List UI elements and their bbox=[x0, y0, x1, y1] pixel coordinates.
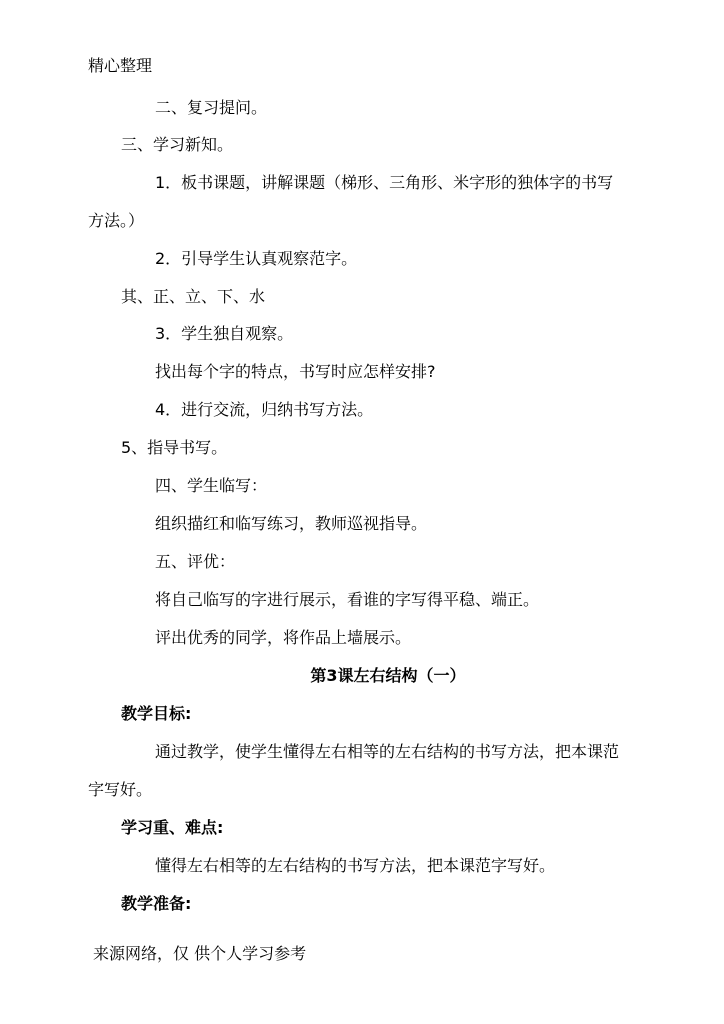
step-3: 3．学生独自观察。 bbox=[155, 324, 294, 343]
step-3-detail: 找出每个字的特点，书写时应怎样安排? bbox=[155, 362, 436, 381]
sample-characters: 其、正、立、下、水 bbox=[121, 287, 266, 306]
heading-preparation: 教学准备: bbox=[121, 894, 192, 913]
heading-teaching-goals: 教学目标: bbox=[121, 704, 192, 723]
step-1-line-1: 1．板书课题，讲解课题（梯形、三角形、米字形的独体字的书写 bbox=[155, 173, 614, 192]
step-4: 4．进行交流，归纳书写方法。 bbox=[155, 400, 374, 419]
page-header: 精心整理 bbox=[88, 56, 153, 75]
step-2: 2．引导学生认真观察范字。 bbox=[155, 249, 358, 268]
practice-detail: 组织描红和临写练习，教师巡视指导。 bbox=[155, 514, 428, 533]
lesson-title: 第3课左右结构（一） bbox=[310, 666, 466, 685]
page-footer: 来源网络，仅 供个人学习参考 bbox=[93, 944, 307, 963]
section-new-knowledge: 三、学习新知。 bbox=[121, 135, 234, 154]
key-points-text: 懂得左右相等的左右结构的书写方法，把本课范字写好。 bbox=[155, 856, 556, 875]
heading-key-points: 学习重、难点: bbox=[121, 818, 224, 837]
goals-line-2: 字写好。 bbox=[88, 780, 153, 799]
section-review: 二、复习提问。 bbox=[155, 98, 268, 117]
evaluation-detail-2: 评出优秀的同学，将作品上墙展示。 bbox=[155, 628, 412, 647]
section-evaluation: 五、评优： bbox=[155, 552, 236, 571]
goals-line-1: 通过教学，使学生懂得左右相等的左右结构的书写方法，把本课范 bbox=[155, 742, 620, 761]
evaluation-detail-1: 将自己临写的字进行展示，看谁的字写得平稳、端正。 bbox=[155, 590, 540, 609]
step-5: 5、指导书写。 bbox=[121, 438, 228, 457]
step-1-line-2: 方法。） bbox=[88, 211, 145, 230]
section-practice: 四、学生临写： bbox=[155, 476, 268, 495]
